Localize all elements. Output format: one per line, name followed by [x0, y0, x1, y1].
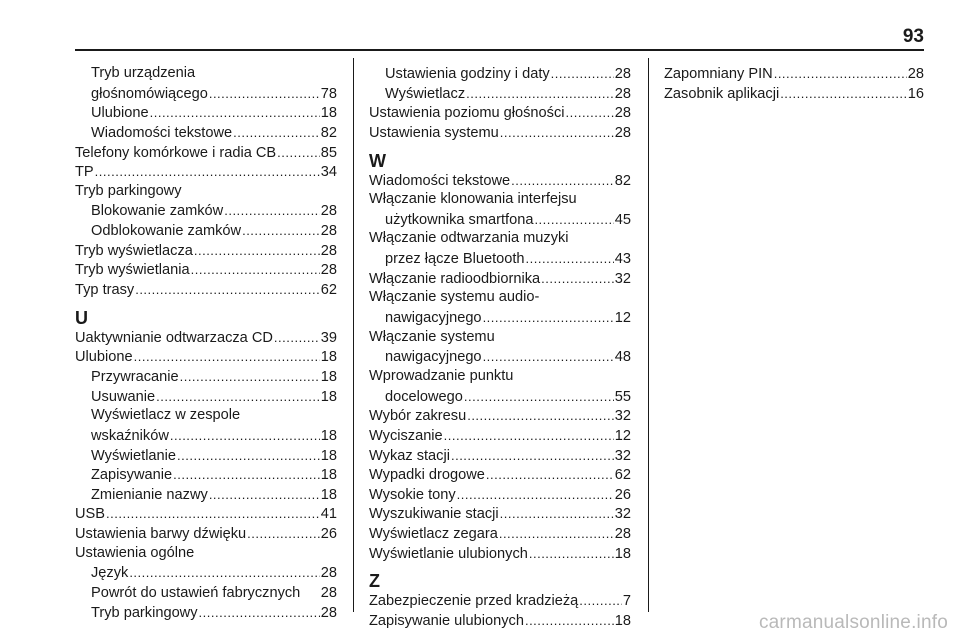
index-entry	[75, 465, 337, 485]
index-entry-page: 26	[320, 526, 337, 543]
index-entry-page: 43	[614, 251, 631, 268]
section-letter: U	[75, 307, 88, 328]
index-entry-page: 18	[320, 447, 337, 464]
index-entry-page: 28	[614, 124, 631, 141]
index-entry	[75, 280, 337, 300]
index-entry-label: Wyświetlanie ulubionych	[369, 545, 528, 562]
dot-leader	[274, 328, 320, 348]
index-entry-label: nawigacyjnego	[385, 349, 482, 366]
index-entry-page: 45	[614, 211, 631, 228]
index-heading: Ustawienia ogólne	[75, 544, 195, 561]
dot-leader	[466, 84, 614, 104]
index-heading: Włączanie systemu audio-	[369, 289, 540, 306]
index-entry-label: Tryb wyświetlacza	[75, 242, 193, 259]
index-entry	[75, 504, 337, 524]
dot-leader	[277, 143, 320, 163]
dot-leader	[156, 387, 320, 407]
watermark: carmanualsonline.info	[758, 612, 948, 633]
index-entry-label: Zabezpieczenie przed kradzieżą	[369, 593, 579, 610]
index-entry-label: głośnomówiącego	[91, 85, 208, 102]
dot-leader	[483, 308, 614, 328]
index-entry	[369, 249, 631, 269]
index-entry-page: 28	[907, 66, 924, 82]
index-entry-page: 18	[614, 545, 631, 562]
index-entry-label: Telefony komórkowe i radia CB	[75, 144, 277, 161]
index-entry-page: 28	[320, 262, 337, 279]
index-entry	[75, 143, 337, 163]
index-entry	[369, 347, 631, 367]
dot-leader	[467, 406, 614, 426]
dot-leader	[199, 603, 320, 623]
section-letter: W	[369, 150, 386, 171]
index-entry	[75, 241, 337, 261]
dot-leader	[134, 347, 320, 367]
index-column-1	[75, 64, 337, 622]
index-entry-page: 18	[320, 368, 337, 385]
index-entry-page: 28	[614, 526, 631, 543]
index-entry-label: Zapisywanie	[91, 467, 173, 484]
index-entry-label: Wiadomości tekstowe	[91, 124, 233, 141]
index-entry-label: nawigacyjnego	[385, 310, 482, 327]
index-entry-label: TP	[75, 164, 94, 181]
dot-leader	[579, 591, 622, 611]
dot-leader	[209, 485, 320, 505]
index-entry-label: Tryb wyświetlania	[75, 262, 190, 279]
index-entry-page: 28	[320, 604, 337, 621]
dot-leader	[150, 103, 320, 123]
index-entry-page: 18	[320, 349, 337, 366]
index-entry	[369, 308, 631, 328]
dot-leader	[135, 280, 320, 300]
index-entry-label: Usuwanie	[91, 388, 156, 405]
index-entry	[369, 591, 631, 611]
index-entry-page: 32	[614, 506, 631, 523]
index-entry-label: Zasobnik aplikacji	[664, 85, 780, 102]
index-entry	[369, 171, 631, 191]
index-entry-page: 28	[320, 565, 337, 582]
index-entry-page: 78	[320, 85, 337, 102]
index-entry	[664, 64, 924, 84]
index-entry-page: 28	[614, 85, 631, 102]
index-entry-label: Ustawienia barwy dźwięku	[75, 526, 247, 543]
index-entry	[664, 84, 924, 104]
index-entry	[75, 603, 337, 623]
index-entry-label: Wyświetlacz zegara	[369, 526, 498, 543]
index-entry-page: 28	[320, 203, 337, 220]
index-heading: Wyświetlacz w zespole	[91, 407, 241, 424]
dot-leader	[511, 171, 614, 191]
dot-leader	[534, 210, 613, 230]
index-entry	[75, 563, 337, 583]
index-entry-label: Wyszukiwanie stacji	[369, 506, 499, 523]
dot-leader	[170, 426, 320, 446]
dot-leader	[180, 367, 320, 387]
index-column-2	[369, 64, 631, 631]
index-entry-page: 62	[614, 467, 631, 484]
index-entry-label: Przywracanie	[91, 368, 179, 385]
index-entry-page: 48	[614, 349, 631, 366]
dot-leader	[500, 123, 614, 143]
index-entry-page: 32	[614, 270, 631, 287]
dot-leader	[194, 241, 320, 261]
index-entry-label: Wiadomości tekstowe	[369, 172, 511, 189]
index-entry	[369, 446, 631, 466]
dot-leader	[247, 524, 320, 544]
index-column-3	[664, 64, 924, 103]
index-entry-label: Wybór zakresu	[369, 408, 467, 425]
column-divider	[648, 58, 649, 612]
index-entry-label: Wypadki drogowe	[369, 467, 485, 484]
dot-leader	[106, 504, 320, 524]
dot-leader	[551, 64, 614, 84]
index-entry-label: Wyciszanie	[369, 427, 443, 444]
dot-leader	[95, 162, 320, 182]
index-entry-page: 18	[320, 467, 337, 484]
dot-leader	[129, 563, 319, 583]
index-entry-label: docelowego	[385, 388, 463, 405]
index-entry-label: Zapisywanie ulubionych	[369, 613, 524, 630]
dot-leader	[499, 524, 614, 544]
index-entry-label: Ustawienia poziomu głośności	[369, 105, 565, 122]
dot-leader	[444, 426, 614, 446]
index-entry	[75, 524, 337, 544]
index-entry-label: Wykaz stacji	[369, 447, 450, 464]
dot-leader	[209, 84, 320, 104]
index-entry	[75, 446, 337, 466]
index-heading: Włączanie odtwarzania muzyki	[369, 230, 569, 247]
index-entry	[75, 328, 337, 348]
index-heading: Włączanie systemu	[369, 328, 495, 345]
index-heading: Tryb urządzenia	[91, 65, 196, 81]
dot-leader	[541, 269, 614, 289]
index-entry-label: Uaktywnianie odtwarzacza CD	[75, 329, 273, 346]
column-divider	[353, 58, 354, 612]
index-entry-page: 18	[320, 427, 337, 444]
index-heading: Włączanie klonowania interfejsu	[369, 191, 577, 208]
index-entry	[75, 426, 337, 446]
index-entry-page: 18	[320, 486, 337, 503]
index-entry-page: 26	[614, 486, 631, 503]
dot-leader	[233, 123, 320, 143]
dot-leader	[483, 347, 614, 367]
dot-leader	[566, 103, 614, 123]
index-entry	[369, 387, 631, 407]
index-entry-page: 82	[614, 172, 631, 189]
index-entry	[75, 201, 337, 221]
page-number: 93	[902, 26, 924, 47]
index-entry-page: 85	[320, 144, 337, 161]
index-entry	[75, 221, 337, 241]
index-entry-label: Wysokie tony	[369, 486, 456, 503]
dot-leader	[486, 465, 614, 485]
index-entry	[369, 406, 631, 426]
index-entry-page: 18	[614, 613, 631, 630]
index-entry-page: 28	[614, 105, 631, 122]
index-entry-label: Blokowanie zamków	[91, 203, 224, 220]
dot-leader	[526, 249, 614, 269]
index-entry	[75, 162, 337, 182]
index-entry	[75, 367, 337, 387]
dot-leader	[224, 201, 320, 221]
index-entry-label: USB	[75, 506, 106, 523]
index-entry-page: 18	[320, 388, 337, 405]
index-entry-page: 41	[320, 506, 337, 523]
index-entry	[369, 210, 631, 230]
index-entry	[75, 485, 337, 505]
index-entry-label: Ulubione	[75, 349, 133, 366]
index-entry-label: użytkownika smartfona	[385, 211, 534, 228]
index-entry-label: Wyświetlacz	[385, 85, 466, 102]
dot-leader	[457, 485, 614, 505]
index-entry	[75, 123, 337, 143]
index-entry	[369, 485, 631, 505]
index-entry-page: 34	[320, 164, 337, 181]
index-entry-page: 7	[622, 593, 631, 610]
index-entry-label: wskaźników	[91, 427, 169, 444]
index-entry-label: Ustawienia godziny i daty	[385, 66, 550, 82]
dot-leader	[242, 221, 320, 241]
index-entry	[75, 583, 337, 603]
index-entry	[369, 426, 631, 446]
dot-leader	[173, 465, 320, 485]
section-letter: Z	[369, 571, 380, 592]
index-entry	[75, 84, 337, 104]
index-entry-page: 28	[320, 585, 337, 602]
index-entry-label: Język	[91, 565, 129, 582]
index-entry	[369, 504, 631, 524]
index-entry-label: Odblokowanie zamków	[91, 223, 242, 240]
index-entry-page: 12	[614, 310, 631, 327]
index-entry	[369, 103, 631, 123]
header-rule	[75, 49, 924, 51]
index-entry-page: 18	[320, 105, 337, 122]
index-entry	[369, 123, 631, 143]
index-entry-label: Tryb parkingowy	[91, 604, 198, 621]
index-entry	[369, 84, 631, 104]
index-entry-label: Ustawienia systemu	[369, 124, 499, 141]
dot-leader	[464, 387, 614, 407]
index-entry-page: 82	[320, 124, 337, 141]
index-entry-page: 55	[614, 388, 631, 405]
index-entry-page: 28	[320, 242, 337, 259]
index-entry-label: Zapomniany PIN	[664, 66, 773, 82]
index-entry	[75, 260, 337, 280]
index-entry-label: Typ trasy	[75, 282, 135, 299]
index-entry-page: 32	[614, 447, 631, 464]
dot-leader	[177, 446, 320, 466]
index-entry	[75, 347, 337, 367]
index-entry-label: Wyświetlanie	[91, 447, 177, 464]
index-entry	[369, 544, 631, 564]
index-entry	[75, 103, 337, 123]
index-entry-page: 28	[614, 66, 631, 82]
index-entry-label: przez łącze Bluetooth	[385, 251, 525, 268]
index-entry-page: 62	[320, 282, 337, 299]
index-entry-label: Powrót do ustawień fabrycznych	[91, 585, 301, 602]
dot-leader	[451, 446, 614, 466]
dot-leader	[529, 544, 614, 564]
index-entry	[369, 465, 631, 485]
dot-leader	[525, 611, 614, 631]
index-entry-label: Włączanie radioodbiornika	[369, 270, 541, 287]
dot-leader	[774, 64, 907, 84]
index-entry-page: 28	[320, 223, 337, 240]
dot-leader	[500, 504, 614, 524]
index-entry-label: Ulubione	[91, 105, 149, 122]
index-entry	[369, 269, 631, 289]
index-entry-page: 32	[614, 408, 631, 425]
index-entry-page: 39	[320, 329, 337, 346]
index-entry	[369, 524, 631, 544]
index-entry	[75, 387, 337, 407]
index-heading: Tryb parkingowy	[75, 182, 182, 199]
index-entry-page: 16	[907, 85, 924, 102]
index-heading: Wprowadzanie punktu	[369, 367, 514, 384]
dot-leader	[191, 260, 320, 280]
index-entry	[369, 64, 631, 84]
dot-leader	[780, 84, 907, 104]
index-entry-label: Zmienianie nazwy	[91, 486, 208, 503]
index-entry-page: 12	[614, 427, 631, 444]
index-entry	[369, 611, 631, 631]
